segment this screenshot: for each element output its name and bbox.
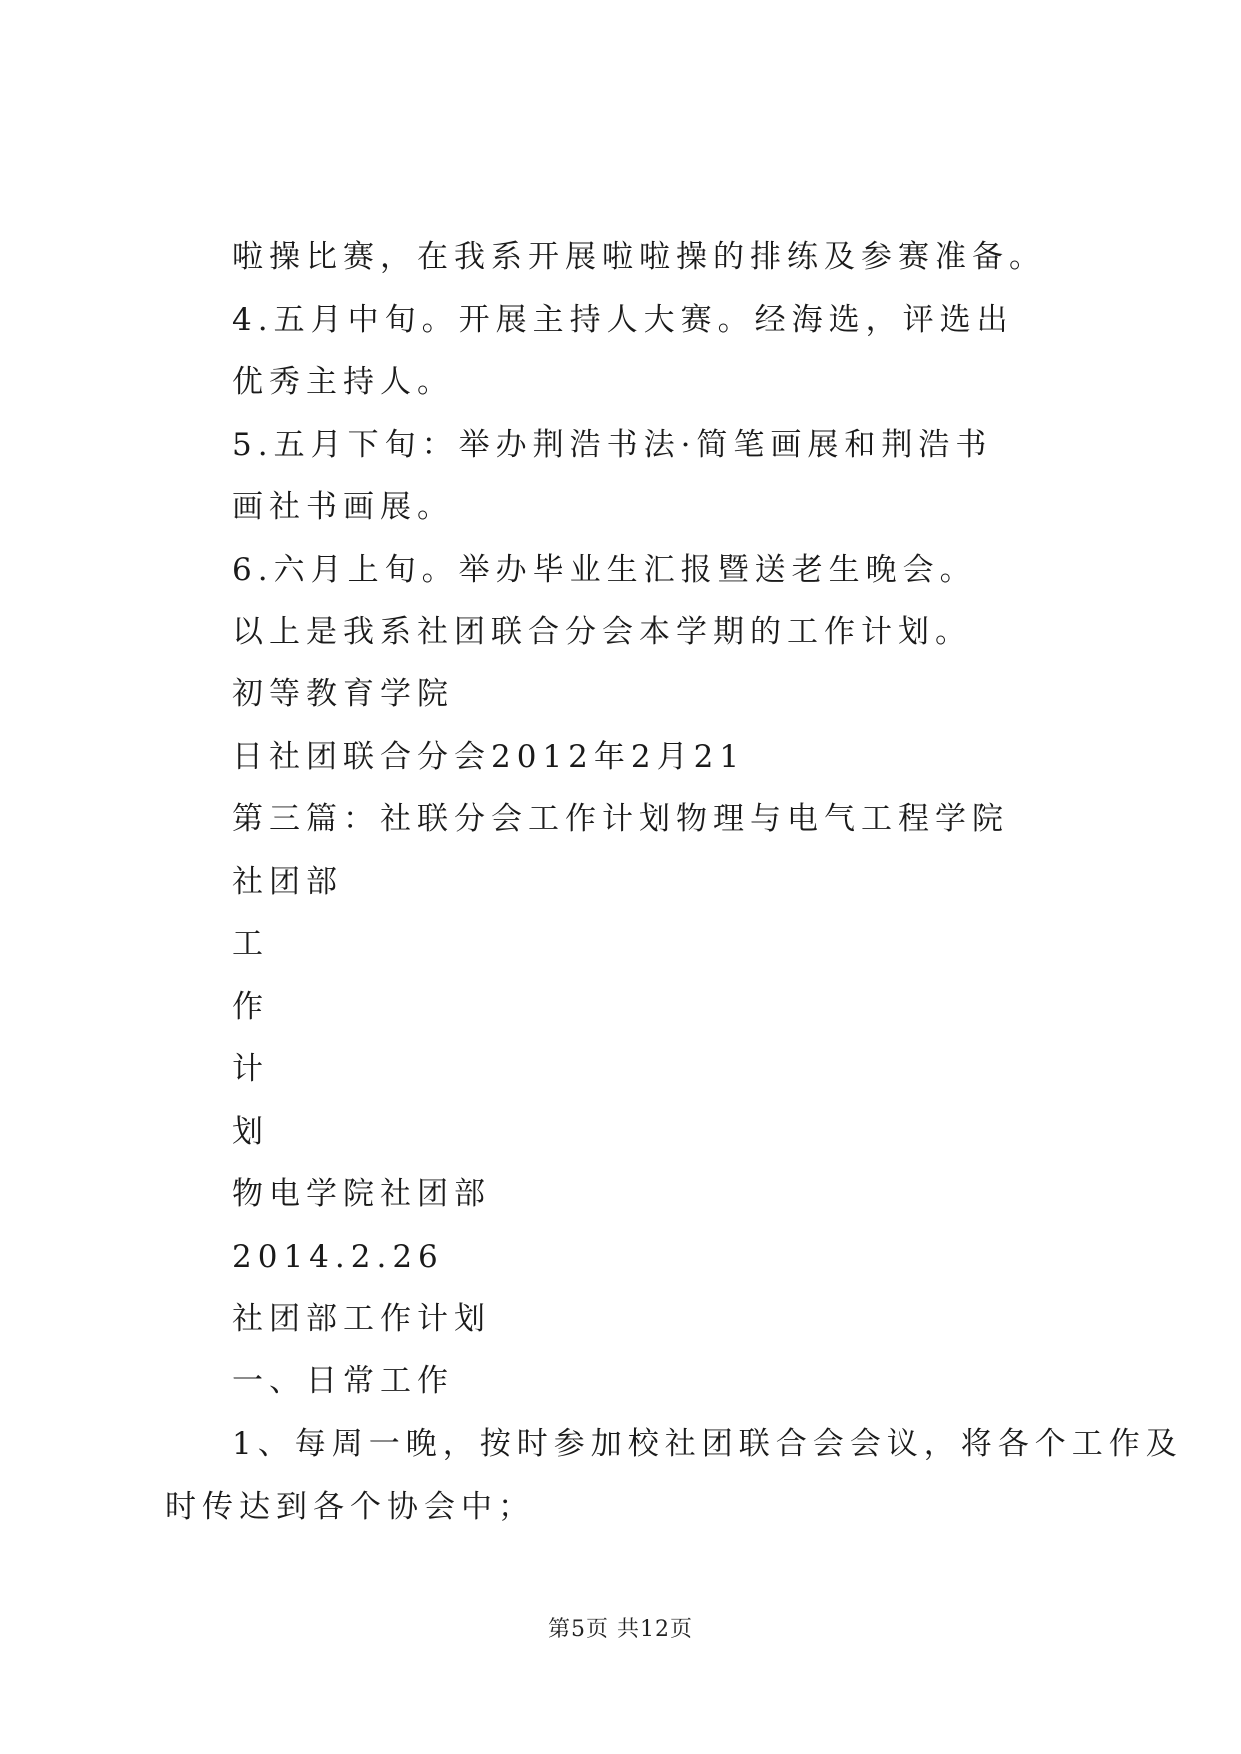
text-line-1: 啦操比赛，在我系开展啦啦操的排练及参赛准备。 — [232, 239, 1046, 275]
text-line-6: 6.六月上旬。举办毕业生汇报暨送老生晚会。 — [232, 552, 977, 588]
text-line-15: 划 — [232, 1114, 269, 1150]
text-line-10: 第三篇：社联分会工作计划物理与电气工程学院 — [232, 801, 1009, 837]
text-line-13: 作 — [232, 989, 269, 1025]
page-number-footer: 第5页 共12页 — [548, 1617, 693, 1642]
text-line-2: 4.五月中旬。开展主持人大赛。经海选，评选出 — [232, 302, 1014, 338]
text-line-12: 工 — [232, 926, 269, 962]
text-line-3: 优秀主持人。 — [232, 364, 454, 400]
text-line-17: 2014.2.26 — [232, 1239, 444, 1275]
text-line-20: 1、每周一晚，按时参加校社团联合会会议，将各个工作及 — [232, 1426, 1183, 1462]
text-line-8: 初等教育学院 — [232, 676, 454, 712]
text-line-5: 画社书画展。 — [232, 489, 454, 525]
text-line-9: 日社团联合分会2012年2月21 — [232, 739, 746, 775]
text-line-11: 社团部 — [232, 864, 343, 900]
text-line-21: 时传达到各个协会中； — [165, 1489, 535, 1525]
text-line-16: 物电学院社团部 — [232, 1176, 491, 1212]
text-line-14: 计 — [232, 1051, 269, 1087]
text-line-19: 一、日常工作 — [232, 1363, 454, 1399]
text-line-4: 5.五月下旬：举办荆浩书法·简笔画展和荆浩书 — [232, 427, 993, 463]
text-line-7: 以上是我系社团联合分会本学期的工作计划。 — [232, 614, 972, 650]
text-line-18: 社团部工作计划 — [232, 1301, 491, 1337]
